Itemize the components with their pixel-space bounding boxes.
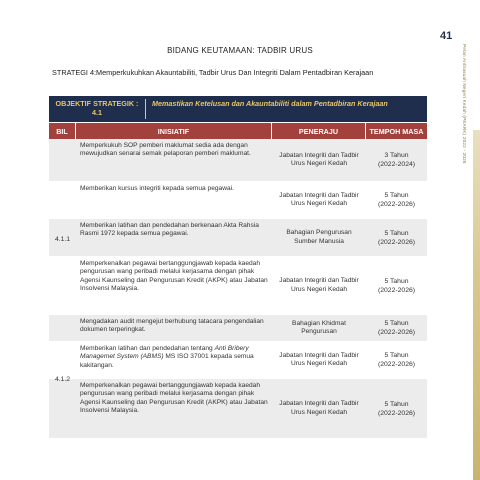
header-peneraju: PENERAJU — [272, 123, 366, 139]
peneraju-cell: Jabatan Integriti dan Tadbir Urus Negeri Kedah — [279, 277, 359, 293]
table-row — [49, 342, 427, 379]
table-row — [49, 379, 427, 439]
page-number: 41 — [440, 30, 453, 42]
table-row — [49, 139, 427, 182]
table-row — [49, 182, 427, 219]
strategy-label: STRATEGI 4: — [52, 68, 97, 77]
side-decor-bar — [473, 130, 480, 480]
peneraju-cell: Bahagian Pengurusan Sumber Manusia — [286, 229, 352, 245]
strategy-text: Memperkukuhkan Akauntabiliti, Tadbir Urus Dan Integriti Dalam Pentadbiran Kerajaan — [96, 68, 374, 77]
tempoh-cell: 5 Tahun (2022-2026) — [377, 192, 416, 208]
peneraju-cell: Bahagian Khidmat Pengurusan — [292, 319, 346, 335]
objective-label: OBJEKTIF STRATEGIK : 4.1 — [55, 99, 139, 117]
inisiatif-cell: Memperkenalkan pegawai bertanggungjawab kepada kaedah pengurusan wang peribadi melalui kerjasama dengan pihak Agensi Kaunseling dan Pengurusan Kredit (AKPK) atau Jabatan Insolvensi Malaysia. — [80, 382, 268, 415]
inisiatif-cell: Memperkenalkan pegawai bertanggungjawab kepada kaedah pengurusan wang peribadi melalui kerjasama dengan pihak Agensi Kaunseling dan Pengurusan Kredit (AKPK) atau Jabatan Insolvensi Malaysia. — [80, 260, 268, 293]
inisiatif-text-a: Memberikan latihan dan pendedahan tentang — [80, 345, 213, 352]
bil-cell — [49, 257, 76, 314]
header-tempoh: TEMPOH MASA — [369, 126, 424, 136]
inisiatif-cell: Memberikan latihan dan pendedahan berkenaan Akta Rahsia Rasmi 1972 kepada semua pegawai. — [80, 222, 259, 238]
bil-cell — [49, 379, 76, 438]
inisiatif-cell: Memberikan kursus integriti kepada semua pegawai. — [80, 185, 234, 192]
bil-group-label: 4.1.1 — [54, 236, 71, 243]
peneraju-cell: Jabatan Integriti dan Tadbir Urus Negeri Kedah — [279, 400, 359, 416]
table-row — [49, 315, 427, 342]
bil-cell — [49, 182, 76, 218]
tempoh-cell: 5 Tahun (2022-2026) — [377, 400, 416, 417]
peneraju-cell: Jabatan Integriti dan Tadbir Urus Negeri Kedah — [279, 351, 359, 367]
inisiatif-text-b: MS ISO 37001 kepada semua kakitangan. — [80, 353, 254, 369]
table-header — [49, 123, 427, 139]
bil-cell — [49, 315, 76, 341]
initiative-table — [49, 123, 427, 439]
bil-cell — [49, 342, 76, 378]
tempoh-cell: 5 Tahun (2022-2026) — [377, 229, 416, 246]
header-bil: BIL — [49, 123, 76, 139]
tempoh-cell: 5 Tahun (2022-2026) — [377, 320, 416, 336]
inisiatif-cell — [76, 342, 272, 378]
tempoh-cell: 5 Tahun (2022-2026) — [377, 277, 416, 294]
inisiatif-cell: Memperkukuh SOP pemberi maklumat sedia ada dengan mewujudkan senarai semak pelaporan pemberi maklumat. — [80, 142, 251, 158]
objective-text: Memastikan Ketelusan dan Akauntabiliti dalam Pentadbiran Kerajaan — [152, 99, 388, 108]
table-row — [49, 219, 427, 257]
peneraju-cell: Jabatan Integriti dan Tadbir Urus Negeri Kedah — [279, 191, 359, 207]
bil-group-label: 4.1.2 — [54, 376, 71, 383]
area-title: BIDANG KEUTAMAAN: TADBIR URUS — [167, 46, 313, 55]
inisiatif-text-italic: Anti Bribery Managemet System (ABMS) — [80, 345, 249, 361]
objective-banner — [49, 96, 427, 122]
side-running-title: Pelan Antirasuah Negeri Kedah (PEARK) 2022 - 2026 — [462, 44, 467, 164]
inisiatif-cell: Mengadakan audit mengejut berhubung tatacara pengendalian dokumen terperingkat. — [80, 318, 264, 334]
peneraju-cell: Jabatan Integriti dan Tadbir Urus Negeri Kedah — [279, 151, 359, 167]
bil-cell — [49, 139, 76, 181]
tempoh-cell: 3 Tahun (2022-2024) — [377, 152, 416, 168]
tempoh-cell: 5 Tahun (2022-2026) — [377, 352, 416, 368]
header-inisiatif: INISIATIF — [76, 123, 272, 139]
table-row — [49, 257, 427, 315]
